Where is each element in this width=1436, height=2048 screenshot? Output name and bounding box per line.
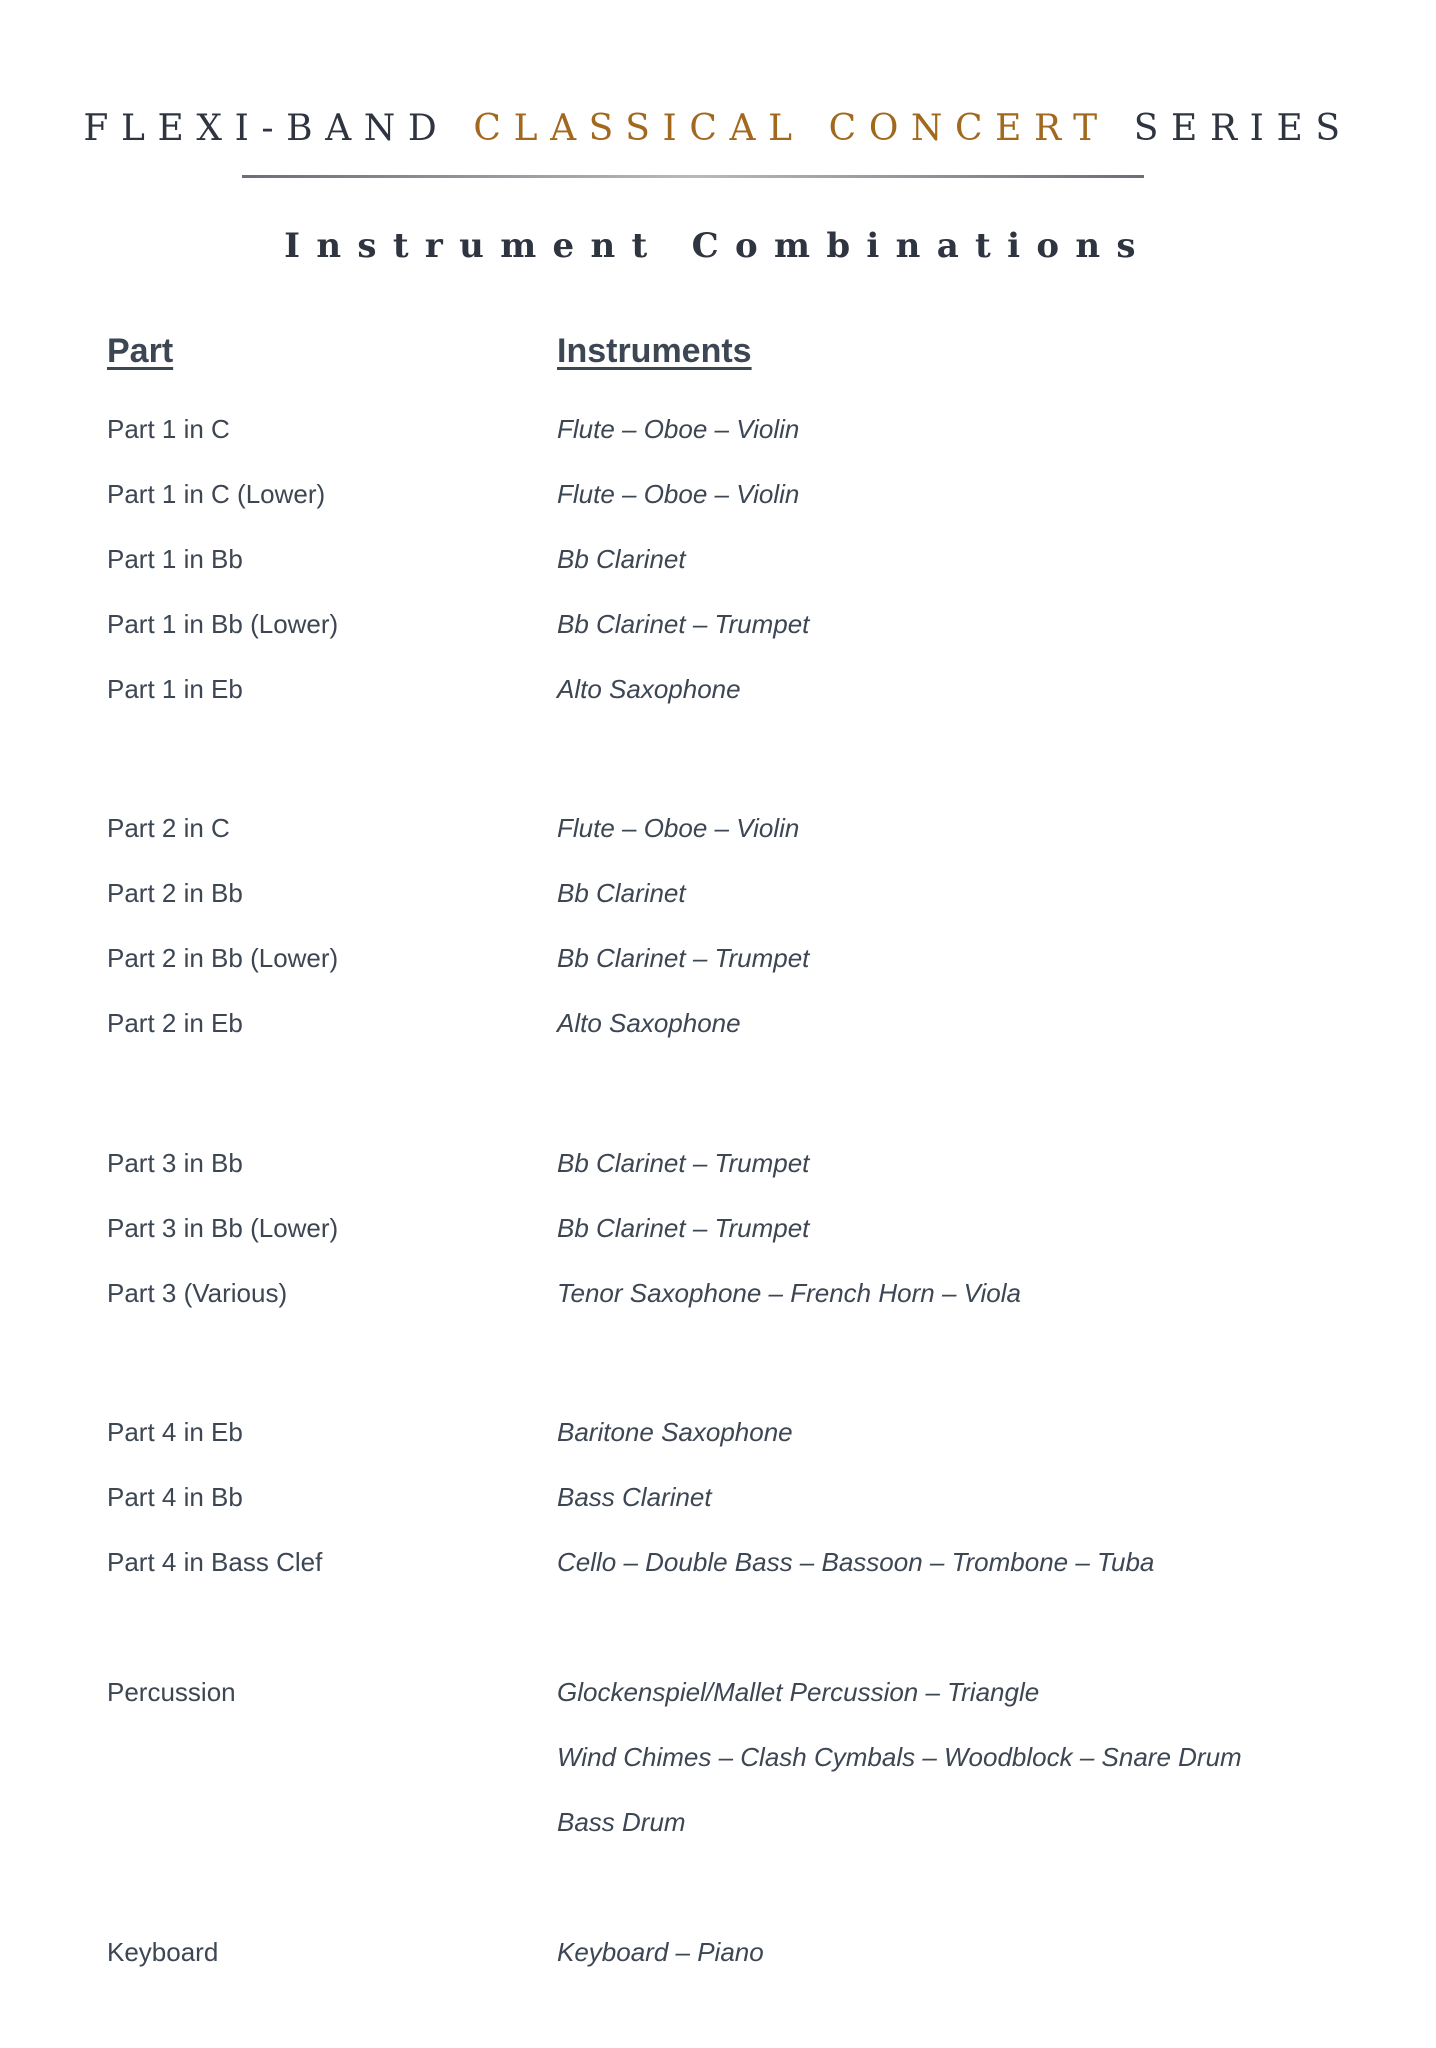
table-row [0,1008,1436,1048]
table-row [0,1148,1436,1188]
header-series: SERIES [1133,108,1353,149]
instrument-list: Tenor Saxophone – French Horn – Viola [557,1278,1021,1308]
instrument-list: Alto Saxophone [557,1008,741,1038]
part-name: Part 1 in Bb [107,544,243,574]
instrument-list: Bb Clarinet [557,878,686,908]
part-name: Part 1 in Eb [107,674,243,704]
instrument-list: Glockenspiel/Mallet Percussion – Triangle [557,1677,1040,1707]
instrument-list: Bb Clarinet [557,544,686,574]
instrument-list: Bb Clarinet – Trumpet [557,943,810,973]
header-divider [242,175,1144,178]
instrument-list: Wind Chimes – Clash Cymbals – Woodblock – Snare Drum [557,1742,1242,1772]
instrument-list: Bass Drum [557,1807,686,1837]
part-name: Part 2 in C [107,813,230,843]
table-row [0,1417,1436,1457]
part-name: Part 2 in Eb [107,1008,243,1038]
instrument-list: Bb Clarinet – Trumpet [557,1148,810,1178]
instrument-list: Baritone Saxophone [557,1417,793,1447]
part-name: Keyboard [107,1937,219,1967]
instrument-list: Bb Clarinet – Trumpet [557,609,810,639]
part-name: Part 1 in C [107,414,230,444]
table-row [0,1677,1436,1717]
table-row [0,1278,1436,1318]
table-row [0,674,1436,714]
page-header [0,108,1436,149]
table-row [0,813,1436,853]
part-name: Part 4 in Bass Clef [107,1547,323,1577]
page-subtitle: Instrument Combinations [284,226,1152,266]
part-name: Part 1 in Bb (Lower) [107,609,339,639]
part-name: Part 2 in Bb (Lower) [107,943,339,973]
table-row [0,479,1436,519]
table-row [0,1937,1436,1977]
table-row [0,1807,1436,1847]
header-classical-concert: CLASSICAL CONCERT [473,108,1110,149]
table-row [0,544,1436,584]
instrument-list: Alto Saxophone [557,674,741,704]
table-row [0,1213,1436,1253]
instrument-list: Bb Clarinet – Trumpet [557,1213,810,1243]
instrument-list: Flute – Oboe – Violin [557,479,800,509]
part-name: Part 1 in C (Lower) [107,479,326,509]
table-row [0,609,1436,649]
column-header-instruments: Instruments [557,332,752,370]
instrument-list: Flute – Oboe – Violin [557,414,800,444]
table-row [0,1482,1436,1522]
part-name: Part 4 in Bb [107,1482,243,1512]
table-row [0,878,1436,918]
part-name: Part 3 (Various) [107,1278,288,1308]
table-row [0,943,1436,983]
table-row [0,414,1436,454]
column-header-part: Part [107,332,174,370]
table-row [0,1547,1436,1587]
part-name: Part 2 in Bb [107,878,243,908]
table-row [0,1742,1436,1782]
part-name: Part 4 in Eb [107,1417,243,1447]
instrument-list: Flute – Oboe – Violin [557,813,800,843]
instrument-list: Cello – Double Bass – Bassoon – Trombone – Tuba [557,1547,1155,1577]
instrument-list: Keyboard – Piano [557,1937,764,1967]
part-name: Percussion [107,1677,236,1707]
part-name: Part 3 in Bb (Lower) [107,1213,339,1243]
part-name: Part 3 in Bb [107,1148,243,1178]
instrument-list: Bass Clarinet [557,1482,712,1512]
header-flexi-band: FLEXI-BAND [83,108,450,149]
